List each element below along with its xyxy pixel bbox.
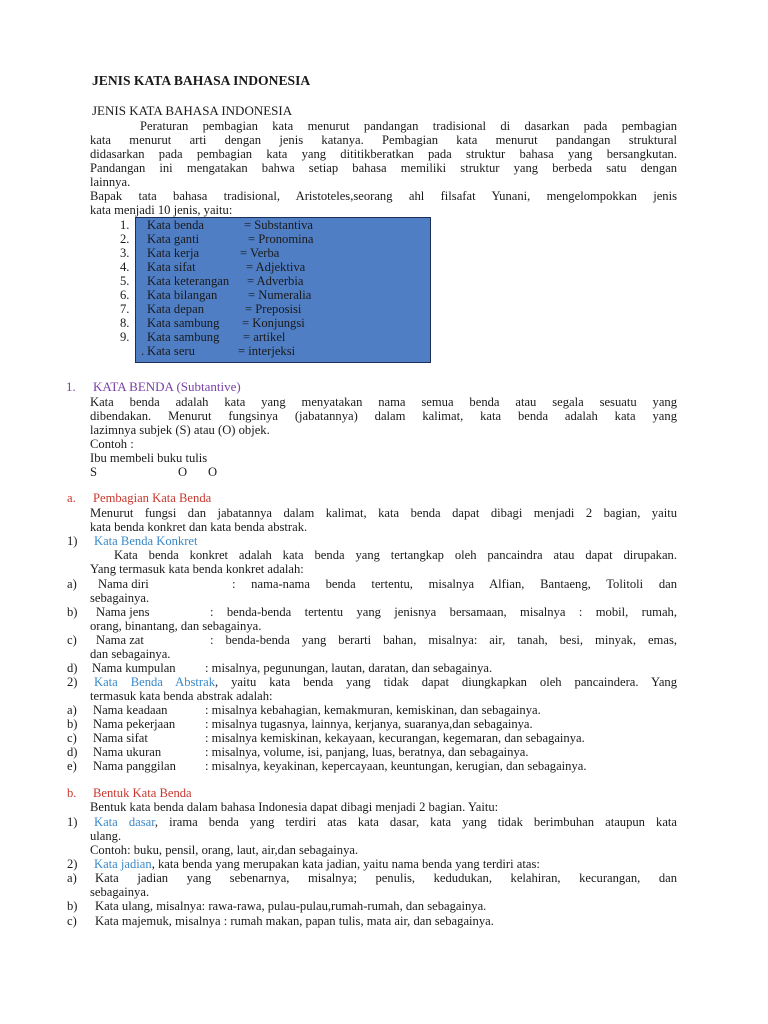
item-label: c) <box>67 914 77 928</box>
list-term: = Substantiva <box>244 218 314 232</box>
item-desc: : nama-nama benda tertentu, misalnya Alfian, Bantaeng, Tolitoli dan <box>232 577 677 591</box>
item-text: Kata ulang, misalnya: rawa-rawa, pulau-pulau,rumah-rumah, dan sebagainya. <box>95 899 487 913</box>
section-heading: Bentuk Kata Benda <box>93 786 192 800</box>
section-heading: KATA BENDA (Subtantive) <box>93 379 241 394</box>
list-number: 7. <box>120 302 130 316</box>
item-name: Nama sifat <box>93 731 148 745</box>
subsection-line <box>94 675 677 689</box>
list-term: = artikel <box>243 330 286 344</box>
intro-line: Peraturan pembagian kata menurut pandangan tradisional di dasarkan pada pembagian <box>140 119 677 133</box>
item-cont: sebagainya. <box>90 591 150 605</box>
subsection-line <box>94 857 540 871</box>
item-desc: : misalnya, keyakinan, kepercayaan, keuntungan, kerugian, dan sebagainya. <box>205 759 587 773</box>
section-heading: Pembagian Kata Benda <box>93 491 212 505</box>
section-label: b. <box>67 786 77 800</box>
item-cont: dan sebagainya. <box>90 647 171 661</box>
item-desc: : benda-benda yang berarti bahan, misalnya: air, tanah, besi, minyak, emas, <box>210 633 677 647</box>
item-name: Nama ukuran <box>93 745 162 759</box>
list-number: . <box>141 344 145 358</box>
item-name: Nama keadaan <box>93 703 168 717</box>
item-label: b) <box>67 899 78 913</box>
item-label: b) <box>67 605 78 619</box>
contoh-s: S <box>90 465 98 479</box>
intro-line: Bapak tata bahasa tradisional, Aristoteles,seorang ahl filsafat Yunani, mengelompokkan jenis <box>90 189 677 203</box>
list-term: = Pronomina <box>248 232 314 246</box>
list-term: = Konjungsi <box>242 316 305 330</box>
paragraph-line: Yang termasuk kata benda konkret adalah: <box>90 562 304 576</box>
item-desc: : benda-benda tertentu yang jenisnya bersamaan, misalnya : mobil, rumah, <box>210 605 677 619</box>
item-label: d) <box>67 661 78 675</box>
contoh-o: O <box>208 465 218 479</box>
subsection-number: 1) <box>67 815 78 829</box>
list-name: Kata benda <box>147 218 204 232</box>
list-name: Kata depan <box>147 302 204 316</box>
list-name: Kata seru <box>147 344 195 358</box>
item-name: Nama kumpulan <box>92 661 176 675</box>
list-term: = Adjektiva <box>246 260 306 274</box>
list-name: Kata ganti <box>147 232 200 246</box>
item-cont: orang, binantang, dan sebagainya. <box>90 619 262 633</box>
paragraph-line: Contoh: buku, pensil, orang, laut, air,dan sebagainya. <box>90 843 359 857</box>
list-name: Kata bilangan <box>147 288 218 302</box>
paragraph-line: lazimnya subjek (S) atau (O) objek. <box>90 423 270 437</box>
subtitle: JENIS KATA BAHASA INDONESIA <box>92 103 293 118</box>
paragraph-line: ulang. <box>90 829 122 843</box>
list-term: = Preposisi <box>245 302 302 316</box>
paragraph-line: kata benda konkret dan kata benda abstrak. <box>90 520 308 534</box>
list-name: Kata sambung <box>147 330 220 344</box>
list-name: Kata kerja <box>147 246 200 260</box>
list-number: 4. <box>120 260 130 274</box>
paragraph-line: Kata benda adalah kata yang menyatakan nama semua benda atau segala sesuatu yang <box>90 395 677 409</box>
subsection-rest: , yaitu kata benda yang tidak dapat diungkapkan oleh pancaindera. Yang <box>215 675 678 689</box>
contoh-sentence: Ibu membeli buku tulis <box>90 451 208 465</box>
subsection-heading: Kata Benda Abstrak <box>94 675 216 689</box>
intro-line: kata menjadi 10 jenis, yaitu: <box>90 203 233 217</box>
item-label: a) <box>67 703 77 717</box>
intro-line: kata menurut arti dengan jenis katanya. Pembagian kata menurut pandangan struktural <box>90 133 677 147</box>
list-number: 3. <box>120 246 130 260</box>
item-desc: : misalnya, volume, isi, panjang, luas, beratnya, dan sebagainya. <box>205 745 529 759</box>
subsection-number: 1) <box>67 534 78 548</box>
contoh-label: Contoh : <box>90 437 134 451</box>
section-label: a. <box>67 491 76 505</box>
paragraph-line: Menurut fungsi dan jabatannya dalam kalimat, kata benda dapat dibagi menjadi 2 bagian, yaitu <box>90 506 677 520</box>
paragraph-line: Kata benda konkret adalah kata benda yang tertangkap oleh pancaindra atau dapat dirupakan. <box>114 548 677 562</box>
subsection-rest: , kata benda yang merupakan kata jadian, yaitu nama benda yang terdiri atas: <box>151 857 540 871</box>
subsection-number: 2) <box>67 857 78 871</box>
item-desc: : misalnya kebahagian, kemakmuran, kemiskinan, dan sebagainya. <box>205 703 541 717</box>
list-name: Kata sambung <box>147 316 220 330</box>
paragraph-line: dibendakan. Menurut fungsinya (jabatannya) dalam kalimat, kata benda adalah kata yang <box>90 409 677 423</box>
subsection-line <box>94 815 677 829</box>
term-kata-jadian: Kata jadian <box>94 857 152 871</box>
item-label: a) <box>67 577 77 591</box>
list-number: 6. <box>120 288 130 302</box>
item-label: e) <box>67 759 77 773</box>
item-name: Nama pekerjaan <box>93 717 176 731</box>
item-label: c) <box>67 731 77 745</box>
section-number: 1. <box>66 379 76 394</box>
intro-line: didasarkan pada pembagian kata yang dititikberatkan pada struktur bahasa yang bersangkutan. <box>90 147 677 161</box>
item-name: Nama zat <box>96 633 144 647</box>
list-number: 8. <box>120 316 130 330</box>
list-name: Kata sifat <box>147 260 196 274</box>
list-name: Kata keterangan <box>147 274 230 288</box>
paragraph-line: termasuk kata benda abstrak adalah: <box>90 689 273 703</box>
list-term: = Numeralia <box>248 288 312 302</box>
item-text: Kata jadian yang sebenarnya, misalnya; penulis, kedudukan, kelahiran, kecurangan, dan <box>95 871 677 885</box>
list-number: 1. <box>120 218 130 232</box>
item-cont: sebagainya. <box>90 885 150 899</box>
item-name: Nama diri <box>98 577 149 591</box>
subsection-heading: Kata Benda Konkret <box>94 534 198 548</box>
list-term: = Adverbia <box>247 274 304 288</box>
subsection-number: 2) <box>67 675 78 689</box>
item-desc: : misalnya, pegunungan, lautan, daratan, dan sebagainya. <box>205 661 493 675</box>
item-desc: : misalnya tugasnya, lainnya, kerjanya, suaranya,dan sebagainya. <box>205 717 533 731</box>
item-text: Kata majemuk, misalnya : rumah makan, papan tulis, mata air, dan sebagainya. <box>95 914 494 928</box>
intro-line: lainnya. <box>90 175 131 189</box>
item-label: d) <box>67 745 78 759</box>
contoh-o: O <box>178 465 188 479</box>
list-number: 2. <box>120 232 130 246</box>
item-label: c) <box>67 633 77 647</box>
item-name: Nama jens <box>96 605 150 619</box>
item-desc: : misalnya kemiskinan, kekayaan, kecurangan, kegemaran, dan sebagainya. <box>205 731 585 745</box>
item-name: Nama panggilan <box>93 759 176 773</box>
item-label: a) <box>67 871 77 885</box>
term-kata-dasar: Kata dasar <box>94 815 155 829</box>
page-title: JENIS KATA BAHASA INDONESIA <box>92 73 311 88</box>
intro-line: Pandangan ini mengatakan bahwa setiap bahasa memiliki struktur yang berbeda satu dengan <box>90 161 677 175</box>
list-term: = interjeksi <box>238 344 296 358</box>
list-number: 9. <box>120 330 130 344</box>
list-term: = Verba <box>240 246 280 260</box>
paragraph-line: Bentuk kata benda dalam bahasa Indonesia dapat dibagi menjadi 2 bagian. Yaitu: <box>90 800 499 814</box>
list-number: 5. <box>120 274 130 288</box>
subsection-rest: , irama benda yang terdiri atas kata dasar, kata yang tidak berimbuhan ataupun kata <box>154 815 677 829</box>
item-label: b) <box>67 717 78 731</box>
